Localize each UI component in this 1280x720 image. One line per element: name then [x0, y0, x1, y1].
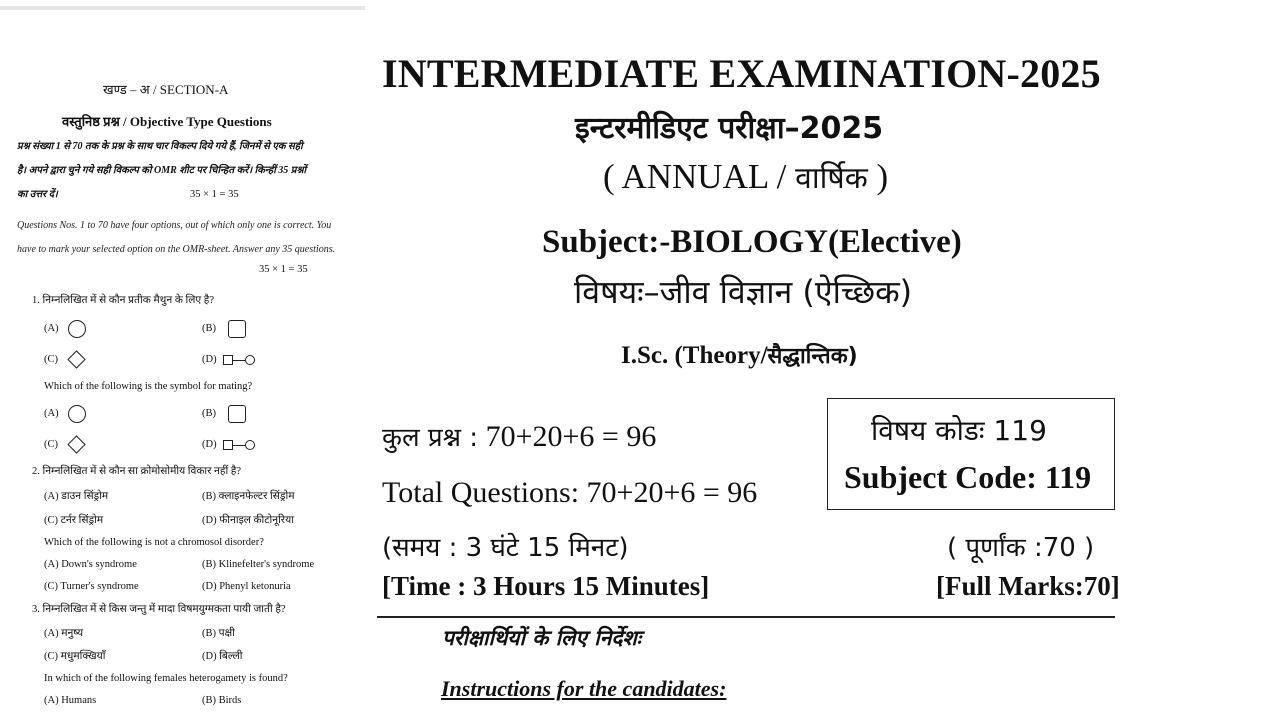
option-label: (C) — [44, 354, 58, 365]
option-text: (C) मधुमक्खियाँ — [44, 651, 106, 662]
option-text: (A) डाउन सिंड्रोम — [44, 491, 109, 502]
full-marks-hindi — [947, 528, 1094, 564]
instructions-heading-hindi: परीक्षार्थियों के लिए निर्देशः — [442, 626, 642, 650]
question-page-preview — [0, 0, 370, 720]
circle-icon — [68, 320, 86, 338]
time-hindi-text: (समय : 3 घंटे 15 मिनट) — [382, 533, 629, 563]
total-questions-english: Total Questions: 70+20+6 = 96 — [382, 476, 758, 509]
square-icon — [228, 320, 246, 338]
option-text: (D) फीनाइल कीटोनूरिया — [202, 515, 294, 526]
option-label: (C) — [44, 439, 58, 450]
objective-heading: वस्तुनिष्ठ प्रश्न / Objective Type Questions — [62, 114, 272, 129]
circle-icon — [68, 405, 86, 423]
option-text: (D) Phenyl ketonuria — [202, 581, 291, 592]
option-text: (A) Down's syndrome — [44, 559, 137, 570]
instruction-line: have to mark your selected option on the OMR-sheet. Answer any 35 questions. — [17, 244, 336, 255]
marks-english: 35 × 1 = 35 — [259, 264, 308, 275]
option-label: (A) — [44, 408, 59, 419]
question-1-english: Which of the following is the symbol for mating? — [44, 381, 253, 392]
subject-code-box — [827, 398, 1115, 510]
option-label: (D) — [202, 439, 217, 450]
full-marks-english: [Full Marks:70] — [936, 571, 1120, 601]
option-label: (A) — [44, 323, 59, 334]
option-text: (B) Klinefelter's syndrome — [202, 559, 315, 570]
instruction-line: Questions Nos. 1 to 70 have four options, out of which only one is correct. You — [17, 220, 332, 231]
subject-code-english: Subject Code: 119 — [844, 459, 1092, 495]
question-2-hindi: 2. निम्नलिखित में से कौन सा क्रोमोसोमीय विकार नहीं है? — [32, 466, 242, 477]
annual-label — [603, 156, 888, 197]
diamond-icon — [67, 350, 85, 368]
option-text: (B) क्लाइनफेल्टर सिंड्रोम — [202, 491, 295, 502]
option-label: (B) — [202, 323, 216, 334]
option-text: (C) Turner's syndrome — [44, 581, 139, 592]
option-text: (B) Birds — [202, 695, 242, 706]
question-3-hindi: 3. निम्नलिखित में से किस जन्तु में मादा विषमयुग्मकता पायी जाती है? — [32, 604, 286, 615]
section-heading: खण्ड – अ / SECTION-A — [103, 82, 229, 97]
question-1-hindi: 1. निम्नलिखित में से कौन प्रतीक मैथुन के लिए है? — [32, 295, 215, 306]
option-label: (B) — [202, 408, 216, 419]
instruction-line: प्रश्न संख्या 1 से 70 तक के प्रश्न के साथ चार विकल्प दिये गये हैं, जिनमें से एक सही — [17, 141, 303, 152]
square-icon — [228, 405, 246, 423]
annual-close: ) — [867, 157, 889, 196]
marks-hindi: 35 × 1 = 35 — [190, 189, 239, 200]
instruction-line: है। अपने द्वारा चुने गये सही विकल्प को OMR शीट पर चिन्हित करें। किन्हीं 35 प्रश्नों — [17, 165, 307, 176]
option-text: (A) Humans — [44, 695, 97, 706]
mating-symbol-icon — [223, 439, 261, 451]
course-en: I.Sc. (Theory/ — [621, 342, 768, 369]
divider-line — [377, 616, 1115, 618]
option-text: (B) पक्षी — [202, 628, 235, 639]
diamond-icon — [67, 435, 85, 453]
option-text: (A) मनुष्य — [44, 628, 84, 639]
subject-title-hindi: विषयः–जीव विज्ञान (ऐच्छिक) — [574, 273, 913, 311]
exam-cover-page — [370, 0, 1280, 720]
instructions-heading-english: Instructions for the candidates: — [441, 676, 727, 701]
course-hi: सैद्धान्तिक) — [767, 344, 858, 369]
question-3-english: In which of the following females heterogamety is found? — [44, 673, 288, 684]
annual-hindi: वार्षिक — [795, 161, 868, 196]
option-text: (C) टर्नर सिंड्रोम — [44, 515, 104, 526]
exam-title-hindi: इन्टरमीडिएट परीक्षा–2025 — [575, 111, 884, 146]
instructions-english — [17, 214, 335, 262]
time-hindi — [382, 528, 629, 564]
subject-code-hindi: विषय कोडः 119 — [871, 414, 1047, 447]
total-questions-hindi-value: 70+20+6 = 96 — [478, 420, 657, 453]
instruction-line: का उत्तर दें। — [17, 189, 58, 200]
course-label — [621, 340, 858, 370]
question-2-english: Which of the following is not a chromosol disorder? — [44, 537, 264, 548]
time-english: [Time : 3 Hours 15 Minutes] — [382, 571, 710, 601]
subject-title: Subject:-BIOLOGY(Elective) — [542, 224, 962, 260]
option-text: (D) बिल्ली — [202, 651, 243, 662]
annual-open: ( ANNUAL / — [603, 157, 796, 196]
total-questions-hindi-label: कुल प्रश्न : — [382, 423, 479, 453]
total-questions-hindi — [382, 418, 656, 454]
mating-symbol-icon — [223, 354, 261, 366]
option-label: (D) — [202, 354, 217, 365]
exam-title: INTERMEDIATE EXAMINATION-2025 — [382, 51, 1101, 96]
full-marks-hindi-text: ( पूर्णांक :70 ) — [947, 533, 1095, 563]
instructions-hindi — [17, 135, 306, 207]
